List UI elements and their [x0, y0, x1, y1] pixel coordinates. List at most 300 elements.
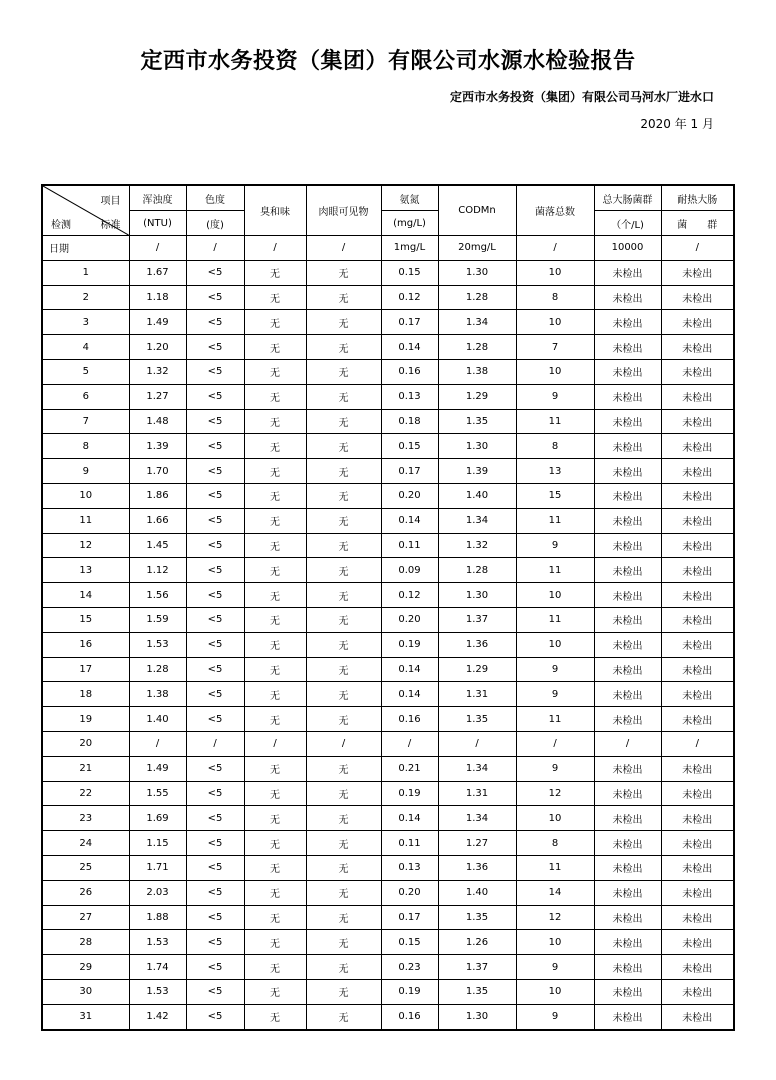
cell-coliform: 未检出 [594, 434, 661, 459]
cell-visible: 无 [306, 335, 381, 360]
cell-day: 24 [42, 831, 129, 856]
cell-bacteria: 12 [516, 781, 594, 806]
cell-day: 12 [42, 533, 129, 558]
cell-color: <5 [186, 880, 244, 905]
cell-visible: 无 [306, 756, 381, 781]
cell-turbidity: 1.66 [129, 508, 186, 533]
cell-thermo: 未检出 [661, 979, 734, 1004]
header-codmn: CODMn [438, 185, 516, 236]
standard-cell: / [516, 236, 594, 261]
cell-ammonia: 0.16 [381, 707, 438, 732]
cell-turbidity: 1.59 [129, 607, 186, 632]
cell-ammonia: 0.14 [381, 335, 438, 360]
cell-coliform: 未检出 [594, 508, 661, 533]
cell-thermo: 未检出 [661, 831, 734, 856]
cell-codmn: 1.30 [438, 434, 516, 459]
cell-coliform: 未检出 [594, 905, 661, 930]
cell-codmn: 1.36 [438, 855, 516, 880]
cell-visible: 无 [306, 955, 381, 980]
cell-day: 3 [42, 310, 129, 335]
cell-turbidity: 1.48 [129, 409, 186, 434]
cell-visible: 无 [306, 459, 381, 484]
cell-visible: 无 [306, 905, 381, 930]
cell-odor: 无 [244, 707, 306, 732]
cell-day: 14 [42, 583, 129, 608]
cell-coliform: 未检出 [594, 880, 661, 905]
table-row [42, 508, 734, 533]
cell-turbidity: 1.53 [129, 979, 186, 1004]
cell-codmn: 1.40 [438, 880, 516, 905]
cell-bacteria: 9 [516, 682, 594, 707]
cell-odor: 无 [244, 409, 306, 434]
cell-thermo: 未检出 [661, 434, 734, 459]
cell-color: <5 [186, 260, 244, 285]
cell-visible: 无 [306, 880, 381, 905]
cell-coliform: 未检出 [594, 632, 661, 657]
cell-day: 18 [42, 682, 129, 707]
cell-codmn: 1.30 [438, 583, 516, 608]
cell-bacteria: 13 [516, 459, 594, 484]
cell-turbidity: 1.32 [129, 359, 186, 384]
cell-bacteria: 10 [516, 260, 594, 285]
cell-codmn: 1.30 [438, 1004, 516, 1029]
cell-day: 28 [42, 930, 129, 955]
cell-odor: 无 [244, 384, 306, 409]
header-color-unit: (度) [186, 211, 244, 236]
cell-visible: 无 [306, 806, 381, 831]
corner-header-cell [42, 185, 129, 236]
standard-cell: 1mg/L [381, 236, 438, 261]
water-quality-table [41, 184, 735, 1031]
cell-ammonia: 0.16 [381, 1004, 438, 1029]
cell-color: <5 [186, 831, 244, 856]
cell-codmn: 1.31 [438, 781, 516, 806]
cell-turbidity: 1.88 [129, 905, 186, 930]
cell-day: 11 [42, 508, 129, 533]
cell-odor: 无 [244, 459, 306, 484]
cell-turbidity: 1.49 [129, 756, 186, 781]
report-date: 2020 年 1 月 [640, 117, 714, 131]
cell-color: <5 [186, 855, 244, 880]
cell-ammonia: 0.09 [381, 558, 438, 583]
cell-color: <5 [186, 632, 244, 657]
cell-visible: 无 [306, 831, 381, 856]
cell-odor: 无 [244, 955, 306, 980]
cell-codmn: 1.35 [438, 905, 516, 930]
corner-label-item: 项目 [100, 196, 121, 207]
table-row [42, 459, 734, 484]
cell-turbidity: 1.67 [129, 260, 186, 285]
header-ammonia-unit: (mg/L) [381, 211, 438, 236]
cell-turbidity: 1.53 [129, 930, 186, 955]
cell-day: 1 [42, 260, 129, 285]
cell-coliform: 未检出 [594, 831, 661, 856]
cell-ammonia: 0.11 [381, 831, 438, 856]
cell-color: <5 [186, 1004, 244, 1029]
cell-bacteria: 11 [516, 508, 594, 533]
table-row [42, 1004, 734, 1029]
cell-coliform: 未检出 [594, 409, 661, 434]
cell-odor: 无 [244, 583, 306, 608]
cell-visible: 无 [306, 558, 381, 583]
cell-thermo: 未检出 [661, 508, 734, 533]
cell-turbidity: 1.20 [129, 335, 186, 360]
cell-codmn: 1.27 [438, 831, 516, 856]
cell-coliform: 未检出 [594, 707, 661, 732]
cell-day: 8 [42, 434, 129, 459]
cell-bacteria: 15 [516, 483, 594, 508]
standard-cell: / [306, 236, 381, 261]
cell-ammonia: / [381, 731, 438, 756]
cell-visible: 无 [306, 384, 381, 409]
cell-coliform: 未检出 [594, 756, 661, 781]
cell-codmn: 1.34 [438, 310, 516, 335]
cell-visible: 无 [306, 657, 381, 682]
standard-cell: / [129, 236, 186, 261]
cell-odor: 无 [244, 781, 306, 806]
table-row [42, 855, 734, 880]
cell-color: <5 [186, 533, 244, 558]
cell-color: <5 [186, 806, 244, 831]
cell-odor: 无 [244, 905, 306, 930]
cell-visible: 无 [306, 682, 381, 707]
cell-visible: 无 [306, 583, 381, 608]
cell-odor: 无 [244, 260, 306, 285]
header-thermo: 耐热大肠 [661, 185, 734, 211]
corner-label-date: 日期 [42, 236, 129, 261]
table-row [42, 806, 734, 831]
cell-codmn: 1.30 [438, 260, 516, 285]
cell-color: <5 [186, 583, 244, 608]
header-bacteria: 菌落总数 [516, 185, 594, 236]
table-row [42, 707, 734, 732]
cell-thermo: 未检出 [661, 1004, 734, 1029]
table-row [42, 756, 734, 781]
cell-thermo: 未检出 [661, 806, 734, 831]
cell-odor: 无 [244, 682, 306, 707]
cell-day: 25 [42, 855, 129, 880]
corner-label-standard: 标准 [100, 220, 121, 231]
cell-visible: 无 [306, 508, 381, 533]
report-subtitle: 定西市水务投资（集团）有限公司马河水厂进水口 [449, 90, 714, 104]
standards-row [42, 236, 734, 261]
table-row [42, 682, 734, 707]
cell-ammonia: 0.20 [381, 880, 438, 905]
cell-ammonia: 0.17 [381, 310, 438, 335]
standard-cell: 10000 [594, 236, 661, 261]
cell-bacteria: 10 [516, 310, 594, 335]
table-row [42, 930, 734, 955]
cell-thermo: 未检出 [661, 483, 734, 508]
cell-thermo: 未检出 [661, 855, 734, 880]
cell-codmn: 1.34 [438, 806, 516, 831]
table-row [42, 880, 734, 905]
cell-bacteria: 10 [516, 632, 594, 657]
cell-odor: 无 [244, 508, 306, 533]
cell-odor: 无 [244, 831, 306, 856]
cell-day: 16 [42, 632, 129, 657]
cell-day: 2 [42, 285, 129, 310]
table-row [42, 731, 734, 756]
cell-thermo: 未检出 [661, 335, 734, 360]
cell-color: <5 [186, 707, 244, 732]
cell-visible: 无 [306, 533, 381, 558]
cell-ammonia: 0.20 [381, 607, 438, 632]
cell-turbidity: 2.03 [129, 880, 186, 905]
cell-coliform: 未检出 [594, 657, 661, 682]
table-row [42, 260, 734, 285]
cell-visible: 无 [306, 483, 381, 508]
cell-day: 13 [42, 558, 129, 583]
cell-ammonia: 0.20 [381, 483, 438, 508]
cell-codmn: 1.38 [438, 359, 516, 384]
cell-thermo: 未检出 [661, 607, 734, 632]
cell-color: <5 [186, 756, 244, 781]
cell-odor: 无 [244, 607, 306, 632]
cell-ammonia: 0.19 [381, 781, 438, 806]
cell-day: 30 [42, 979, 129, 1004]
cell-coliform: 未检出 [594, 533, 661, 558]
cell-bacteria: 11 [516, 409, 594, 434]
cell-bacteria: 9 [516, 1004, 594, 1029]
standard-cell: / [186, 236, 244, 261]
cell-turbidity: 1.45 [129, 533, 186, 558]
cell-coliform: 未检出 [594, 607, 661, 632]
cell-coliform: 未检出 [594, 558, 661, 583]
cell-odor: 无 [244, 756, 306, 781]
cell-codmn: 1.37 [438, 955, 516, 980]
table-row [42, 905, 734, 930]
cell-turbidity: 1.40 [129, 707, 186, 732]
cell-color: <5 [186, 955, 244, 980]
cell-odor: 无 [244, 880, 306, 905]
cell-color: <5 [186, 483, 244, 508]
cell-ammonia: 0.17 [381, 905, 438, 930]
cell-ammonia: 0.18 [381, 409, 438, 434]
standard-cell: / [244, 236, 306, 261]
cell-thermo: 未检出 [661, 955, 734, 980]
cell-visible: 无 [306, 310, 381, 335]
cell-codmn: 1.36 [438, 632, 516, 657]
table-row [42, 979, 734, 1004]
cell-day: 17 [42, 657, 129, 682]
cell-coliform: 未检出 [594, 335, 661, 360]
cell-day: 6 [42, 384, 129, 409]
table-row [42, 285, 734, 310]
table-row [42, 955, 734, 980]
table-row [42, 657, 734, 682]
cell-codmn: 1.31 [438, 682, 516, 707]
cell-turbidity: 1.71 [129, 855, 186, 880]
cell-day: 23 [42, 806, 129, 831]
cell-ammonia: 0.19 [381, 632, 438, 657]
cell-ammonia: 0.17 [381, 459, 438, 484]
table-row [42, 607, 734, 632]
cell-bacteria: 10 [516, 806, 594, 831]
cell-thermo: 未检出 [661, 930, 734, 955]
cell-odor: 无 [244, 359, 306, 384]
standard-cell: / [661, 236, 734, 261]
cell-odor: 无 [244, 657, 306, 682]
cell-color: <5 [186, 310, 244, 335]
cell-odor: 无 [244, 806, 306, 831]
cell-visible: 无 [306, 781, 381, 806]
cell-turbidity: / [129, 731, 186, 756]
cell-bacteria: 10 [516, 359, 594, 384]
cell-visible: 无 [306, 632, 381, 657]
cell-bacteria: 9 [516, 384, 594, 409]
cell-turbidity: 1.15 [129, 831, 186, 856]
cell-thermo: 未检出 [661, 756, 734, 781]
cell-turbidity: 1.69 [129, 806, 186, 831]
cell-coliform: 未检出 [594, 1004, 661, 1029]
cell-visible: 无 [306, 409, 381, 434]
cell-ammonia: 0.13 [381, 855, 438, 880]
cell-thermo: 未检出 [661, 682, 734, 707]
cell-thermo: 未检出 [661, 583, 734, 608]
cell-visible: 无 [306, 1004, 381, 1029]
cell-thermo: 未检出 [661, 781, 734, 806]
cell-thermo: 未检出 [661, 657, 734, 682]
cell-ammonia: 0.15 [381, 260, 438, 285]
cell-bacteria: 9 [516, 756, 594, 781]
table-row [42, 632, 734, 657]
header-coliform: 总大肠菌群 [594, 185, 661, 211]
cell-turbidity: 1.42 [129, 1004, 186, 1029]
cell-bacteria: 7 [516, 335, 594, 360]
cell-turbidity: 1.55 [129, 781, 186, 806]
cell-odor: 无 [244, 979, 306, 1004]
cell-coliform: 未检出 [594, 384, 661, 409]
cell-color: <5 [186, 459, 244, 484]
cell-visible: / [306, 731, 381, 756]
cell-turbidity: 1.27 [129, 384, 186, 409]
cell-odor: 无 [244, 533, 306, 558]
cell-visible: 无 [306, 930, 381, 955]
cell-color: <5 [186, 657, 244, 682]
cell-ammonia: 0.14 [381, 657, 438, 682]
cell-color: <5 [186, 335, 244, 360]
cell-odor: 无 [244, 632, 306, 657]
cell-turbidity: 1.74 [129, 955, 186, 980]
standard-cell: 20mg/L [438, 236, 516, 261]
cell-visible: 无 [306, 707, 381, 732]
cell-coliform: 未检出 [594, 260, 661, 285]
cell-codmn: 1.28 [438, 558, 516, 583]
cell-visible: 无 [306, 855, 381, 880]
cell-odor: / [244, 731, 306, 756]
report-title: 定西市水务投资（集团）有限公司水源水检验报告 [140, 49, 636, 74]
cell-bacteria: 8 [516, 285, 594, 310]
cell-odor: 无 [244, 285, 306, 310]
cell-color: <5 [186, 905, 244, 930]
cell-thermo: 未检出 [661, 880, 734, 905]
cell-day: 27 [42, 905, 129, 930]
cell-codmn: 1.40 [438, 483, 516, 508]
cell-codmn: 1.34 [438, 756, 516, 781]
table-row [42, 831, 734, 856]
cell-odor: 无 [244, 1004, 306, 1029]
cell-thermo: 未检出 [661, 533, 734, 558]
cell-coliform: 未检出 [594, 459, 661, 484]
cell-bacteria: 9 [516, 533, 594, 558]
cell-day: 10 [42, 483, 129, 508]
cell-codmn: / [438, 731, 516, 756]
cell-color: <5 [186, 607, 244, 632]
cell-codmn: 1.32 [438, 533, 516, 558]
cell-bacteria: 10 [516, 979, 594, 1004]
header-turbidity: 浑浊度 [129, 185, 186, 211]
cell-thermo: 未检出 [661, 384, 734, 409]
cell-thermo: 未检出 [661, 359, 734, 384]
cell-ammonia: 0.12 [381, 583, 438, 608]
header-odor: 臭和味 [244, 185, 306, 236]
cell-day: 21 [42, 756, 129, 781]
cell-bacteria: 8 [516, 434, 594, 459]
cell-thermo: 未检出 [661, 905, 734, 930]
cell-day: 29 [42, 955, 129, 980]
cell-codmn: 1.39 [438, 459, 516, 484]
cell-day: 15 [42, 607, 129, 632]
cell-thermo: 未检出 [661, 260, 734, 285]
cell-coliform: / [594, 731, 661, 756]
cell-color: <5 [186, 434, 244, 459]
cell-visible: 无 [306, 260, 381, 285]
cell-odor: 无 [244, 335, 306, 360]
cell-coliform: 未检出 [594, 855, 661, 880]
header-turbidity-unit: (NTU) [129, 211, 186, 236]
cell-day: 22 [42, 781, 129, 806]
cell-codmn: 1.26 [438, 930, 516, 955]
cell-ammonia: 0.14 [381, 806, 438, 831]
cell-codmn: 1.34 [438, 508, 516, 533]
cell-bacteria: 9 [516, 657, 594, 682]
cell-color: <5 [186, 384, 244, 409]
table-row [42, 310, 734, 335]
cell-thermo: / [661, 731, 734, 756]
table-row [42, 781, 734, 806]
table-row [42, 409, 734, 434]
cell-turbidity: 1.38 [129, 682, 186, 707]
cell-ammonia: 0.19 [381, 979, 438, 1004]
cell-coliform: 未检出 [594, 310, 661, 335]
cell-odor: 无 [244, 310, 306, 335]
cell-visible: 无 [306, 607, 381, 632]
cell-coliform: 未检出 [594, 483, 661, 508]
header-ammonia: 氨氮 [381, 185, 438, 211]
cell-color: <5 [186, 781, 244, 806]
cell-turbidity: 1.18 [129, 285, 186, 310]
cell-bacteria: / [516, 731, 594, 756]
cell-ammonia: 0.13 [381, 384, 438, 409]
cell-day: 19 [42, 707, 129, 732]
cell-turbidity: 1.49 [129, 310, 186, 335]
cell-turbidity: 1.28 [129, 657, 186, 682]
cell-visible: 无 [306, 434, 381, 459]
cell-day: 9 [42, 459, 129, 484]
cell-coliform: 未检出 [594, 781, 661, 806]
cell-ammonia: 0.16 [381, 359, 438, 384]
cell-day: 31 [42, 1004, 129, 1029]
cell-bacteria: 11 [516, 607, 594, 632]
cell-bacteria: 8 [516, 831, 594, 856]
cell-odor: 无 [244, 930, 306, 955]
cell-ammonia: 0.21 [381, 756, 438, 781]
cell-visible: 无 [306, 979, 381, 1004]
cell-odor: 无 [244, 483, 306, 508]
cell-bacteria: 11 [516, 707, 594, 732]
cell-ammonia: 0.12 [381, 285, 438, 310]
